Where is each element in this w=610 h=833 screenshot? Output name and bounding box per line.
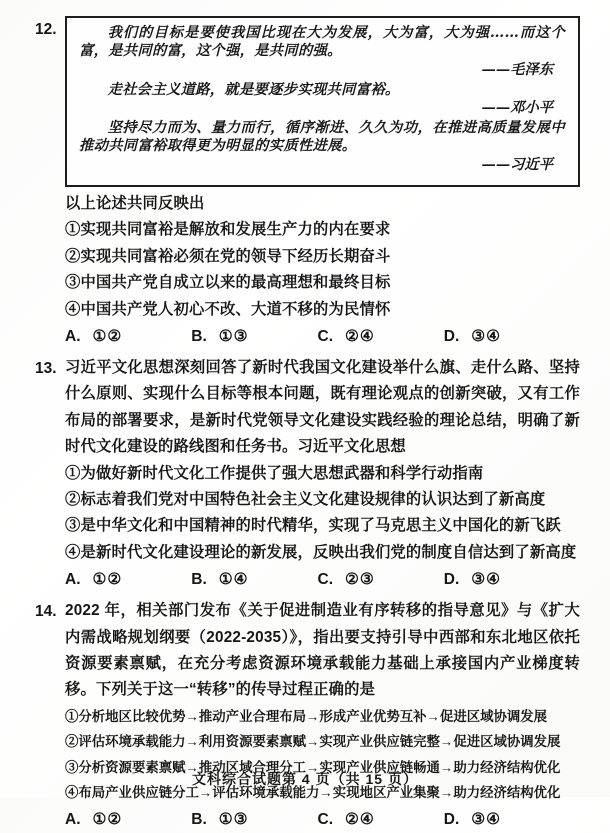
quote-mao-text: 我们的目标是要使我国比现在大为发展，大为富，大为强……而这个富，是共同的富，这个强，是共同的强。: [79, 25, 565, 59]
choice-value: ①③: [218, 328, 249, 346]
question-12-item-4: ④中国共产党人初心不改、大道不移的为民情怀: [65, 300, 391, 318]
question-13-choices: [65, 566, 570, 593]
choice-value: ①③: [218, 810, 249, 828]
question-12-choice-a: [65, 323, 191, 350]
question-12-stem: 以上论述共同反映出: [65, 194, 205, 212]
question-14-choice-b: [191, 806, 317, 833]
question-12: [35, 16, 580, 350]
question-12-choice-d: [444, 323, 570, 350]
question-13-choice-a: [65, 566, 191, 593]
choice-label: C.: [317, 571, 333, 589]
quote-xi-author: ——习近平: [481, 156, 553, 173]
question-12-item-1: ①实现共同富裕是解放和发展生产力的内在要求: [65, 221, 391, 239]
question-12-number: 12.: [35, 21, 57, 38]
choice-label: C.: [317, 328, 333, 346]
question-14-item-3: ③分析资源要素禀赋→推动区域合理分工→实现产业供应链畅通→助力经济结构优化: [65, 759, 561, 775]
question-12-choice-c: [318, 323, 444, 350]
choice-value: ③④: [471, 810, 502, 828]
choice-value: ①②: [92, 571, 123, 589]
question-13-stem: 习近平文化思想深刻回答了新时代我国文化建设举什么旗、走什么路、坚持什么原则、实现什么目标等根本问题，既有理论观点的创新突破，又有工作布局的部署要求，是新时代党领导文化建设实践经验的理论总结，明确了新时代文化建设的路线图和任务书。习近平文化思想: [65, 359, 580, 456]
choice-value: ②③: [345, 571, 375, 589]
question-12-choices: [65, 323, 570, 350]
question-13-choice-d: [444, 566, 570, 593]
question-13-item-3: ③是中华文化和中国精神的时代精华，实现了马克思主义中国化的新飞跃: [65, 517, 561, 535]
choice-value: ③④: [471, 328, 502, 346]
choice-value: ①②: [92, 328, 123, 346]
choice-label: B.: [191, 571, 207, 589]
choice-value: ②④: [345, 328, 375, 346]
question-14-stem: 2022 年，相关部门发布《关于促进制造业有序转移的指导意见》与《扩大内需战略规划纲要（2022-2035）》，指出要支持引导中西部和东北地区依托资源要素禀赋，在充分考虑资源环境承载能力基础上承接国内产业梯度转移。下列关于这一“转移”的传导过程正确的是: [65, 602, 580, 699]
question-14-item-2: ②评估环境承载能力→利用资源要素禀赋→实现产业供应链完整→促进区域协调发展: [65, 734, 561, 750]
quote-xi-text: 坚持尽力而为、量力而行，循序渐进、久久为功，在推进高质量发展中推动共同富裕取得更为明显的实质性进展。: [79, 120, 565, 155]
question-14-choice-d: [444, 806, 570, 833]
quote-box: [65, 16, 580, 187]
quote-mao-author: ——毛泽东: [481, 61, 553, 78]
choice-value: ②④: [345, 810, 375, 828]
choice-label: D.: [443, 810, 460, 828]
question-14-item-1: ①分析地区比较优势→推动产业合理布局→形成产业优势互补→促进区域协调发展: [65, 708, 548, 724]
question-14: [35, 598, 580, 833]
question-13: [35, 355, 580, 593]
quote-deng-text: 走社会主义道路，就是要逐步实现共同富裕。: [107, 81, 400, 98]
choice-label: C.: [317, 810, 333, 828]
question-13-item-1: ①为做好新时代文化工作提供了强大思想武器和科学行动指南: [65, 464, 484, 482]
question-14-item-4: ④布局产业供应链分工→评估环境承载能力→实现地区产业集聚→助力经济结构优化: [65, 785, 561, 801]
choice-label: A.: [65, 571, 81, 589]
choice-label: A.: [65, 810, 81, 828]
choice-label: D.: [443, 571, 460, 589]
question-13-item-4: ④是新时代文化建设理论的新发展，反映出我们党的制度自信达到了新高度: [65, 543, 577, 561]
question-13-number: 13.: [35, 360, 57, 378]
question-12-choice-b: [191, 323, 317, 350]
choice-label: D.: [443, 328, 460, 346]
question-12-item-3: ③中国共产党自成立以来的最高理想和最终目标: [65, 274, 391, 292]
question-14-choice-c: [318, 806, 444, 833]
question-12-item-2: ②实现共同富裕必须在党的领导下经历长期奋斗: [65, 247, 391, 265]
question-14-choice-a: [65, 806, 191, 833]
choice-value: ①④: [218, 571, 249, 589]
choice-label: B.: [191, 328, 207, 346]
quote-deng-author: ——邓小平: [481, 100, 553, 117]
page-footer: 文科综合试题第 4 页（共 15 页）: [192, 771, 418, 787]
choice-label: A.: [65, 328, 81, 346]
choice-value: ①②: [92, 810, 123, 828]
question-13-item-2: ②标志着我们党对中国特色社会主义文化建设规律的认识达到了新高度: [65, 491, 546, 509]
choice-value: ③④: [471, 571, 502, 589]
choice-label: B.: [191, 810, 207, 828]
question-13-choice-c: [318, 566, 444, 593]
question-14-number: 14.: [35, 603, 57, 621]
question-13-choice-b: [191, 566, 317, 593]
question-14-choices: [65, 806, 570, 833]
